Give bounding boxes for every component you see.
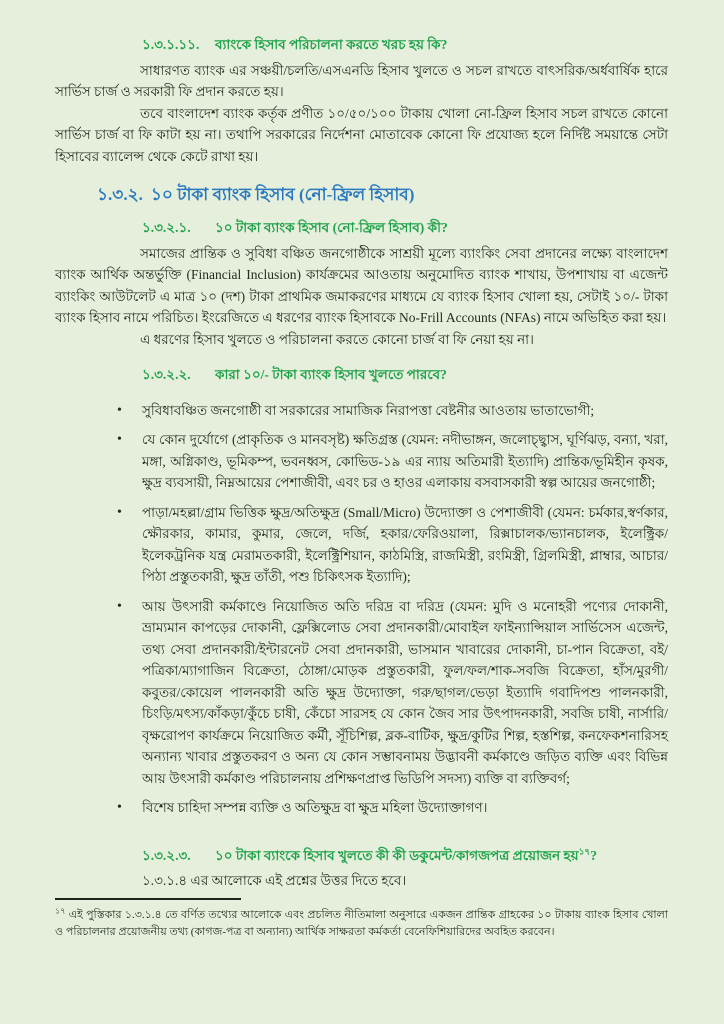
paragraph-answer-reference: ১.৩.১.৪ এর আলোকে এই প্রশ্নের উত্তর দিতে হবে।	[142, 873, 407, 888]
spacer	[55, 350, 668, 364]
list-item	[55, 596, 668, 790]
eligibility-bullet-list	[55, 400, 668, 819]
heading-number: ১.৩.২.৩.	[142, 847, 191, 863]
paragraph-nofrill-charge: তবে বাংলাদেশ ব্যাংক কর্তৃক প্রণীত ১০/৫০/১০০ টাকায় খোলা নো-ফ্রিল হিসাব সচল রাখতে কোনো সার্ভিস চার্জ বা ফি কাটা হয় না। তথাপি সরকারের নির্দেশনা মোতাবেক কোনো ফি প্রযোজ্য হলে নির্দিষ্ট সময়ান্তে সেটা হিসাবের ব্যালেন্স থেকে কেটে রাখা হয়।	[55, 105, 668, 164]
heading-title: ১০ টাকা ব্যাংক হিসাব (নো-ফ্রিল হিসাব) কী?	[215, 220, 448, 235]
list-item	[55, 429, 668, 494]
list-item	[55, 400, 668, 422]
heading-title: ১০ টাকা ব্যাংক হিসাব (নো-ফ্রিল হিসাব)	[150, 185, 415, 204]
footnote-area	[55, 898, 668, 940]
list-item-text: বিশেষ চাহিদা সম্পন্ন ব্যক্তি ও অতিক্ষুদ্র বা ক্ষুদ্র মহিলা উদ্যোক্তাগণ।	[142, 800, 488, 815]
footnote-number: ১৭	[55, 906, 66, 916]
heading-1-3-2-3	[142, 845, 668, 867]
heading-title	[215, 845, 668, 867]
heading-number: ১.৩.২.	[97, 185, 143, 204]
footnote-reference-mark: ১৭	[578, 846, 591, 856]
heading-title-text: ১০ টাকা ব্যাংকে হিসাব খুলতে কী কী ডকুমেন্ট/কাগজপত্র প্রয়োজন হয়	[215, 847, 579, 863]
spacer	[55, 390, 668, 398]
paragraph-service-charge: সাধারণত ব্যাংক এর সঞ্চয়ী/চলতি/এসএনডি হিসাব খুলতে ও সচল রাখতে বাৎসরিক/অর্ধবার্ষিক হারে সার্ভিস চার্জ ও সরকারী ফি প্রদান করতে হয়।	[55, 62, 668, 99]
footnote-text	[55, 907, 668, 940]
footnote-body: এই পুস্তিকার ১.৩.১.৪ তে বর্ণিত তথ্যের আলোকে এবং প্রচলিত নীতিমালা অনুসারে একজন প্রান্তিক গ্রাহকের ১০ টাকায় ব্যাংক হিসাব খোলা ও পরিচালনার প্রয়োজনীয় তথ্য (কাগজ-পত্র বা অন্যান্য) আর্থিক সাক্ষরতা কর্মকর্তা বেনেফিশিয়ারিদের অবহিত করবেন।	[55, 909, 668, 938]
heading-number: ১.৩.১.১১.	[142, 37, 200, 52]
list-item	[55, 502, 668, 588]
list-item-text: আয় উৎসারী কর্মকাণ্ডে নিয়োজিত অতি দরিদ্র বা দরিদ্র (যেমন: মুদি ও মনোহরী পণ্যের দোকানী, ভ্রাম্যমান কাপড়ের দোকানী, ফ্লেক্সিলোড সেবা প্রদানকারী/মোবাইল ফাইন্যান্সিয়াল সার্ভিসেস এজেন্ট, তথ্য সেবা প্রদানকারী/ইন্টারনেট সেবা প্রদানকারী, ভাসমান খাবারের দোকানী, চা-পান বিক্রেতা, বই/পত্রিকা/ম্যাগাজিন বিক্রেতা, ঠোঙ্গা/মোড়ক প্রস্তুতকারী, ফুল/ফল/শাক-সবজি বিক্রেতা, হাঁস/মুরগী/কবুতর/কোয়েল পালনকারী অতি ক্ষুদ্র উদ্যোক্তা, গরু/ছাগল/ভেড়া ইত্যাদি গবাদিপশু পালনকারী, চিংড়ি/মৎস্য/কাঁকড়া/কুঁচে চাষী, কেঁচো সারসহ যে কোন জৈব সার উৎপাদনকারী, সবজি চাষী, নার্সারি/বৃক্ষরোপণ কার্যক্রমে নিয়োজিত কর্মী, সূঁচিশিল্প, ব্লক-বাটিক, ক্ষুদ্র/কুটির শিল্প, হস্তশিল্প, কনফেকশনারিসহ অন্যান্য খাবার প্রস্তুতকরণ ও অন্য যে কোন সম্ভাবনাময় উদ্ভাবনী কর্মকাণ্ডে জড়িত ব্যক্তি এবং বিভিন্ন আয় উৎসারী কর্মকাণ্ড পরিচালনায় প্রশিক্ষণপ্রাপ্ত ভিডিপি সদস্য) ব্যক্তি বা ব্যক্তিবর্গ;	[142, 598, 668, 786]
list-item-text: পাড়া/মহল্লা/গ্রাম ভিত্তিক ক্ষুদ্র/অতিক্ষুদ্র (Small/Micro) উদ্যোক্তা ও পেশাজীবী (যেমন: চর্মকার,স্বর্ণকার, ক্ষৌরকার, কামার, কুমার, জেলে, দর্জি, হকার/ফেরিওয়ালা, রিক্সাচালক/ভ্যানচালক, ইলেক্ট্রিক/ইলেকট্রনিক যন্ত্র মেরামতকারী, ইলেক্ট্রিশিয়ান, কাঠমিস্ত্রি, রাজমিস্ত্রী, রংমিস্ত্রী, গ্রিলমিস্ত্রী, প্লাম্বার, আচার/পিঠা প্রস্তুতকারী, ক্ষুদ্র তাঁতী, পশু চিকিৎসক ইত্যাদি);	[142, 504, 668, 584]
list-item	[55, 797, 668, 819]
heading-1-3-1-11	[142, 34, 668, 56]
heading-1-3-2	[97, 183, 668, 207]
paragraph-no-fee: এ ধরণের হিসাব খুলতে ও পরিচালনা করতে কোনো চার্জ বা ফি নেয়া হয় না।	[140, 331, 534, 347]
list-item-text: সুবিধাবঞ্চিত জনগোষ্ঠী বা সরকারের সামাজিক নিরাপত্তা বেষ্টনীর আওতায় ভাতাভোগী;	[142, 402, 595, 418]
heading-number: ১.৩.২.২.	[142, 367, 191, 382]
heading-title: ব্যাংকে হিসাব পরিচালনা করতে খরচ হয় কি?	[215, 37, 448, 52]
heading-1-3-2-2	[142, 364, 668, 386]
paragraph-nofrill-definition: সমাজের প্রান্তিক ও সুবিধা বঞ্চিত জনগোষ্ঠীকে সাশ্রয়ী মূল্যে ব্যাংকিং সেবা প্রদানের লক্ষ্যে বাংলাদেশ ব্যাংক আর্থিক অন্তর্ভুক্তি (Financial Inclusion) কার্যক্রমের আওতায় অনুমোদিত ব্যাংক শাখায়, উপশাখায় বা এজেন্ট ব্যাংকিং আউটলেট এ মাত্র ১০ (দশ) টাকা প্রাথমিক জমাকরণের মাধ্যমে যে ব্যাংক হিসাব খোলা হয়, সেটাই ১০/- টাকা ব্যাংক হিসাব নামে পরিচিত। ইংরেজিতে এ ধরণের ব্যাংক হিসাবকে No-Frill Accounts (NFAs) নামে অভিহিত করা হয়।	[55, 245, 668, 325]
spacer	[55, 827, 668, 845]
list-item-text: যে কোন দুর্যোগে (প্রাকৃতিক ও মানবসৃষ্ট) ক্ষতিগ্রস্ত (যেমন: নদীভাঙ্গন, জলোচ্ছ্বাস, ঘূর্ণিঝড়, বন্যা, খরা, মঙ্গা, অগ্নিকাণ্ড, ভূমিকম্প, ভবনধ্বস, কোভিড-১৯ এর ন্যায় অতিমারী ইত্যাদি) প্রান্তিক/ভূমিহীন কৃষক, ক্ষুদ্র ব্যবসায়ী, নিম্নআয়ের পেশাজীবী, এবং চর ও হাওর এলাকায় বসবাসকারী স্বল্প আয়ের জনগোষ্ঠী;	[142, 432, 668, 490]
footnote-separator-line	[55, 898, 241, 900]
heading-1-3-2-1	[142, 217, 668, 239]
heading-title: কারা ১০/- টাকা ব্যাংক হিসাব খুলতে পারবে?	[215, 367, 447, 382]
heading-title-suffix: ?	[590, 847, 598, 863]
heading-number: ১.৩.২.১.	[142, 220, 191, 235]
